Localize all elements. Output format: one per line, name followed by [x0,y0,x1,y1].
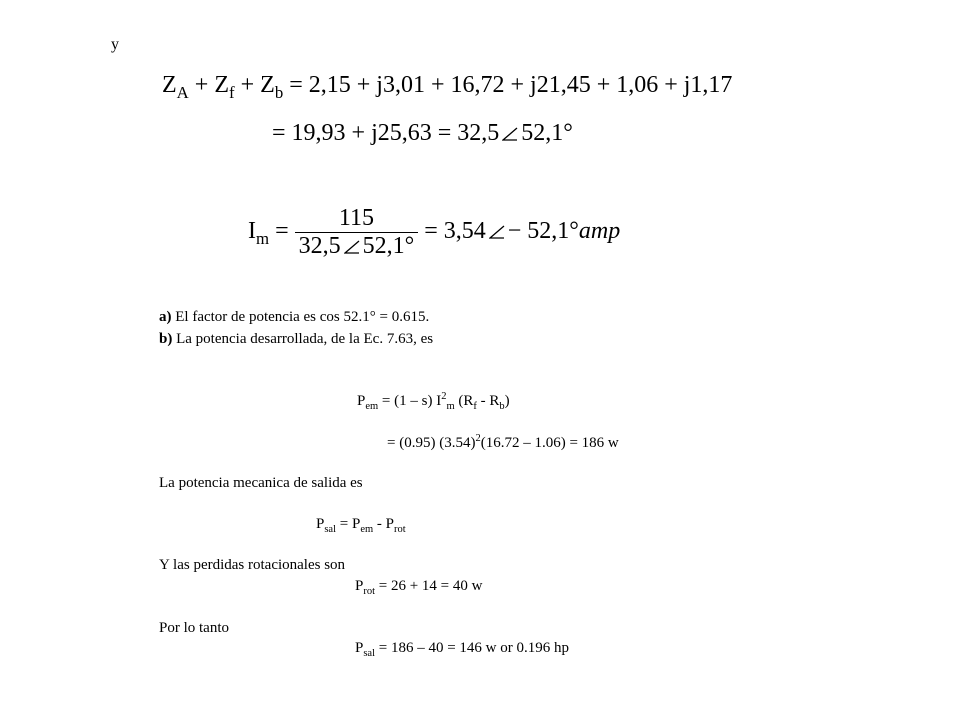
impedance-sum-equation: $Z_A + Z_f + Z_b = 2,15 + j3,01 + 16,72 + j21,45 + 1,06 + j1,17$ [162,72,733,102]
therefore-line: Por lo tanto [159,620,229,636]
angle-symbol-icon [489,225,505,239]
prot-formula: $P_{rot} = 26 + 14 = 40$ w [355,578,483,597]
developed-power-line: b) La potencia desarrollada, de la Ec. 7.63, es [159,331,434,347]
impedance-result-equation: = 19,93 + j25,63 = 32,5 52,1° [272,120,573,146]
current-equation: $I_m$ = 115 32,5 52,1° = 3,54 − 52,1°amp [248,205,621,259]
angle-symbol-icon [502,127,518,141]
rotational-losses-line: Y las perdidas rotacionales son [159,557,346,573]
angle-symbol-icon [344,240,360,254]
pem-value: = (0.95) $(3.54)^2(16.72 - 1.06) = 186$ w [387,433,619,451]
power-factor-line: a) El factor de potencia es cos 52.1° = 0.615. [159,309,430,325]
mechanical-power-line: La potencia mecanica de salida es [159,475,363,491]
psal-value: $P_{sal} = 186 - 40 = 146$ w or 0.196 hp [355,640,570,659]
current-fraction: 115 32,5 52,1° [295,205,419,260]
y-label: y [111,36,119,53]
pem-formula: $P_{em} = (1 - s)$ $I^2_m$ $(R_f - R_b)$ [357,391,510,412]
psal-formula: $P_{sal} = P_{em} - P_{rot}$ [316,516,406,535]
